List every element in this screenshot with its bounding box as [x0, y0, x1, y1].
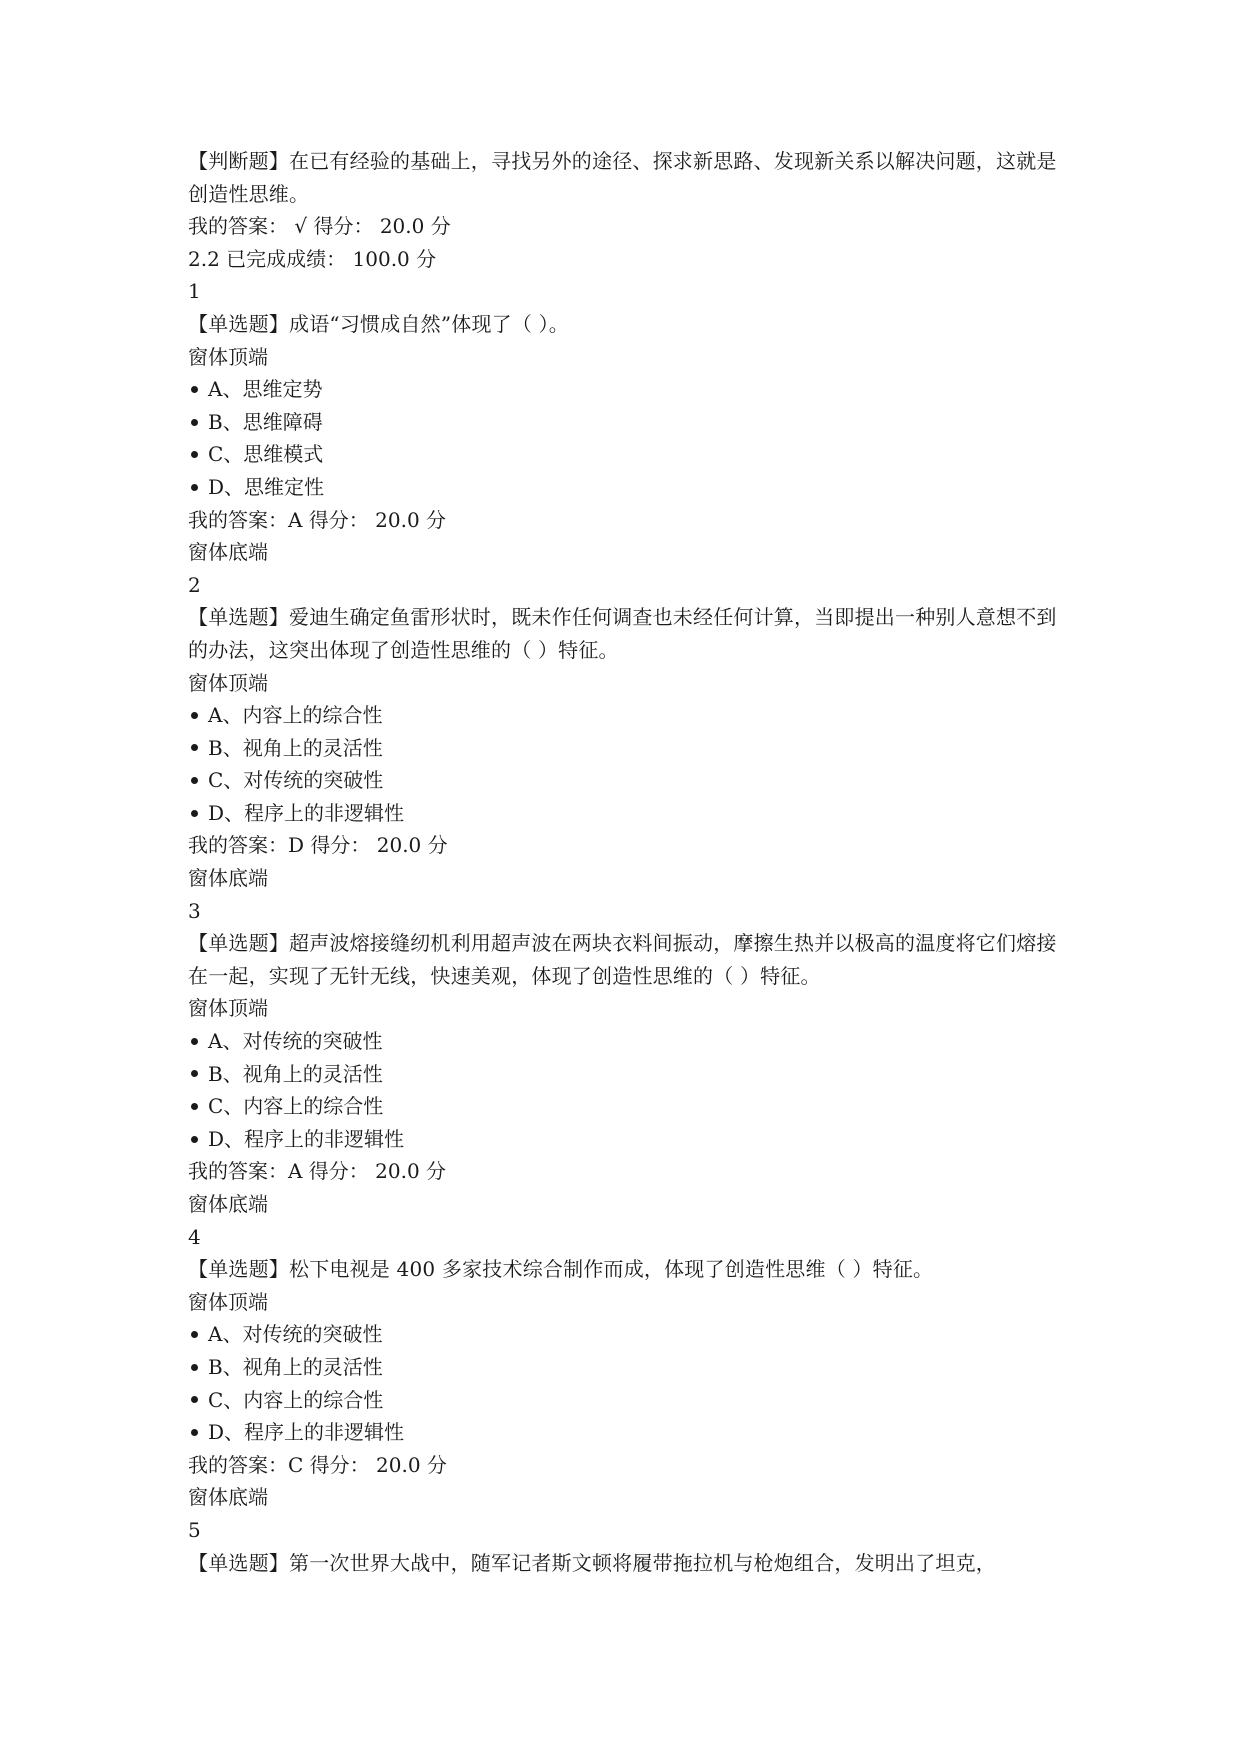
question-stem: 【单选题】松下电视是 400 多家技术综合制作而成，体现了创造性思维（ ）特征。	[188, 1257, 934, 1282]
option-label: C、内容上的综合性	[208, 1094, 384, 1119]
option-item	[188, 1351, 1181, 1384]
option-label: D、思维定性	[208, 474, 325, 499]
option-label: D、程序上的非逻辑性	[208, 1420, 405, 1445]
bullet-icon	[191, 1038, 198, 1045]
form-top-marker: 窗体顶端	[188, 670, 268, 695]
option-item	[188, 699, 1181, 732]
bullet-icon	[191, 386, 198, 393]
option-label: A、内容上的综合性	[208, 703, 383, 728]
bullet-icon	[191, 419, 198, 426]
form-top-marker: 窗体顶端	[188, 996, 268, 1021]
option-list	[188, 1318, 1181, 1448]
question-number: 4	[188, 1224, 201, 1249]
question-number: 3	[188, 898, 201, 923]
question-stem: 【单选题】第一次世界大战中，随军记者斯文顿将履带拖拉机与枪炮组合，发明出了坦克，	[188, 1550, 996, 1575]
form-top-marker: 窗体顶端	[188, 1289, 268, 1314]
bullet-icon	[191, 1364, 198, 1371]
option-item	[188, 406, 1181, 439]
my-answer: 我的答案：D 得分： 20.0 分	[188, 833, 448, 858]
option-item	[188, 1416, 1181, 1449]
option-label: D、程序上的非逻辑性	[208, 1126, 405, 1151]
form-bottom-marker: 窗体底端	[188, 866, 268, 891]
option-item	[188, 1123, 1181, 1156]
bullet-icon	[191, 777, 198, 784]
form-bottom-marker: 窗体底端	[188, 540, 268, 565]
bullet-icon	[191, 1396, 198, 1403]
bullet-icon	[191, 1331, 198, 1338]
question-block	[188, 1221, 1181, 1514]
option-label: B、思维障碍	[208, 409, 323, 434]
question-stem: 【单选题】爱迪生确定鱼雷形状时，既未作任何调查也未经任何计算，当即提出一种别人意想不到的办法，这突出体现了创造性思维的（ ）特征。	[188, 605, 1057, 662]
question-number: 2	[188, 572, 201, 597]
question-stem: 【单选题】超声波熔接缝纫机利用超声波在两块衣料间振动，摩擦生热并以极高的温度将它们熔接在一起，实现了无针无线，快速美观，体现了创造性思维的（ ）特征。	[188, 931, 1057, 988]
section-score: 2.2 已完成成绩： 100.0 分	[188, 246, 437, 271]
question-block	[188, 1514, 1181, 1579]
bullet-icon	[191, 712, 198, 719]
option-label: B、视角上的灵活性	[208, 1354, 383, 1379]
my-answer: 我的答案：A 得分： 20.0 分	[188, 507, 447, 532]
option-label: C、思维模式	[208, 442, 324, 467]
option-label: A、思维定势	[208, 377, 323, 402]
option-label: A、对传统的突破性	[208, 1322, 383, 1347]
option-item	[188, 373, 1181, 406]
my-answer: 我的答案：A 得分： 20.0 分	[188, 1159, 447, 1184]
question-block	[188, 569, 1181, 895]
option-list	[188, 699, 1181, 829]
bullet-icon	[191, 1103, 198, 1110]
bullet-icon	[191, 1070, 198, 1077]
question-number: 5	[188, 1517, 201, 1542]
option-label: B、视角上的灵活性	[208, 735, 383, 760]
option-item	[188, 764, 1181, 797]
form-bottom-marker: 窗体底端	[188, 1485, 268, 1510]
my-answer: 我的答案：C 得分： 20.0 分	[188, 1452, 447, 1477]
question-number: 1	[188, 279, 201, 304]
option-item	[188, 732, 1181, 765]
bullet-icon	[191, 1429, 198, 1436]
form-top-marker: 窗体顶端	[188, 344, 268, 369]
option-label: C、内容上的综合性	[208, 1387, 384, 1412]
option-item	[188, 797, 1181, 830]
question-stem: 【单选题】成语“习惯成自然”体现了（ ）。	[188, 311, 570, 336]
option-item	[188, 1384, 1181, 1417]
option-item	[188, 1318, 1181, 1351]
bullet-icon	[191, 484, 198, 491]
option-item	[188, 1025, 1181, 1058]
form-bottom-marker: 窗体底端	[188, 1192, 268, 1216]
option-item	[188, 471, 1181, 504]
option-label: B、视角上的灵活性	[208, 1061, 383, 1086]
question-block	[188, 895, 1181, 1221]
option-list	[188, 1025, 1181, 1155]
option-label: A、对传统的突破性	[208, 1029, 383, 1054]
bullet-icon	[191, 1136, 198, 1143]
option-item	[188, 438, 1181, 471]
option-item	[188, 1058, 1181, 1091]
bullet-icon	[191, 810, 198, 817]
option-item	[188, 1090, 1181, 1123]
question-block	[188, 275, 1181, 568]
option-label: D、程序上的非逻辑性	[208, 800, 405, 825]
judgement-answer: 我的答案： √ 得分： 20.0 分	[188, 214, 451, 239]
judgement-question-text: 【判断题】在已有经验的基础上，寻找另外的途径、探求新思路、发现新关系以解决问题，这就是创造性思维。	[188, 149, 1057, 206]
option-label: C、对传统的突破性	[208, 768, 384, 793]
bullet-icon	[191, 451, 198, 458]
bullet-icon	[191, 744, 198, 751]
option-list	[188, 373, 1181, 503]
